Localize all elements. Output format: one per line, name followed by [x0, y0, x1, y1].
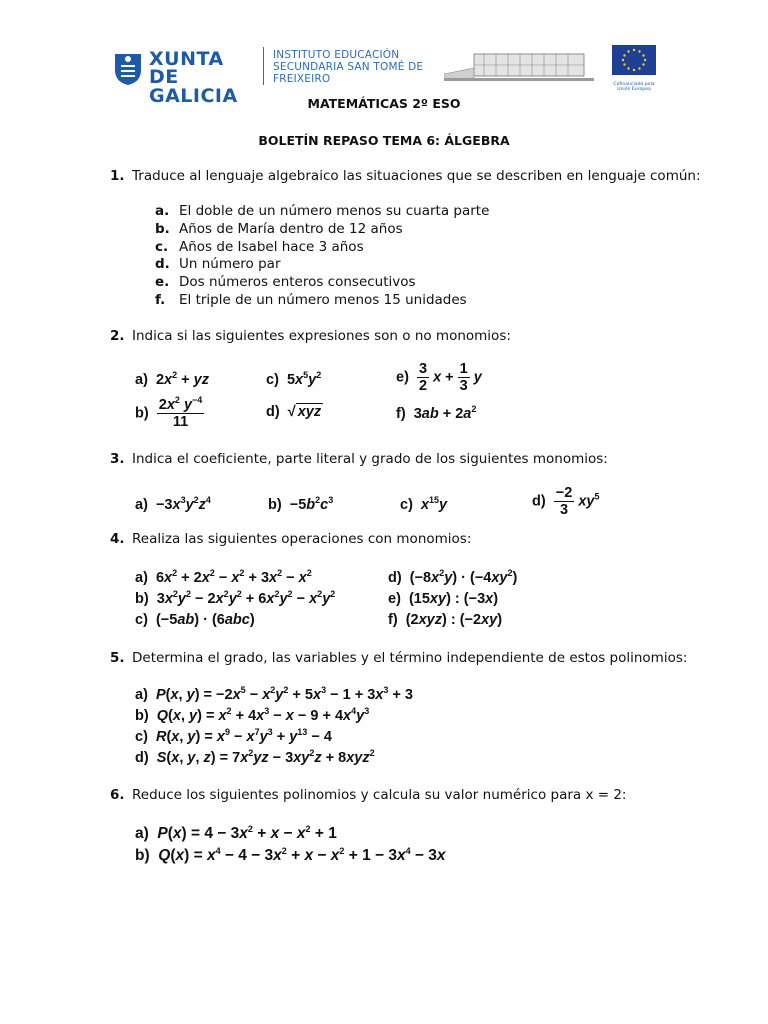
question-1-items [155, 203, 489, 310]
question-text: Indica si las siguientes expresiones son o no monomios: [132, 328, 511, 344]
math-expression: c) $5x^5y^2$ [266, 370, 322, 388]
math-expression: b) $3x^2y^2 - 2x^2y^2 + 6x^2y^2 - x^2y^2$ [135, 589, 336, 607]
question-4 [110, 531, 471, 547]
question-text: Determina el grado, las variables y el término independiente de estos polinomios: [132, 650, 688, 666]
math-expression: a) $2x^2$ + yz [135, 370, 209, 388]
xunta-line1: XUNTA [149, 48, 224, 70]
math-expression: a) P(x, $y) = -2x^5 - x^2y^2 + 5x^3 - 1 + 3x^3 + 3$ [135, 685, 413, 703]
question-number: 2. [110, 328, 125, 344]
question-number: 4. [110, 531, 125, 547]
eu-flag-icon [612, 45, 656, 77]
question-number: 1. [110, 168, 125, 184]
list-item: d. Un número par [155, 256, 281, 273]
list-item: b. Años de María dentro de 12 años [155, 220, 403, 237]
page-title: MATEMÁTICAS 2º ESO [307, 96, 461, 111]
question-number: 3. [110, 451, 125, 467]
school-name [273, 49, 423, 85]
page-subtitle: BOLETÍN REPASO TEMA 6: ÁLGEBRA [258, 133, 510, 148]
xunta-line2: DE GALICIA [149, 66, 238, 107]
school-line1: INSTITUTO EDUCACIÓN [273, 49, 400, 61]
question-text: Traduce al lenguaje algebraico las situaciones que se describen en lenguaje común: [132, 168, 701, 184]
math-expression: b) $Q(x) = x^4 - 4 - 3x^2 + x - x^2 + 1 - 3x^4 - 3x$ [135, 846, 446, 864]
question-3 [110, 451, 608, 467]
math-expression: c) R(x, $y) = x^9 - x^7y^3 + y^{13} - 4$ [135, 727, 332, 745]
math-expression: d) S(x, y, $z) = 7x^2yz - 3xy^2z + 8xyz^2$ [135, 748, 375, 766]
xunta-logo [113, 48, 258, 107]
question-2 [110, 328, 511, 344]
list-item: f. El triple de un número menos 15 unidades [155, 291, 467, 308]
math-expression: e) $\frac{3}{2}$ x + $\frac{1}{3}$ y [396, 361, 482, 394]
list-item: a. El doble de un número menos su cuarta parte [155, 203, 490, 219]
question-6 [110, 787, 626, 803]
eu-logo [612, 45, 656, 97]
question-text: Realiza las siguientes operaciones con monomios: [132, 531, 472, 547]
list-item: c. Años de Isabel hace 3 años [155, 238, 364, 255]
school-building-image [444, 48, 594, 84]
eu-line2: Unión Europea [617, 87, 651, 92]
eu-line1: Cofinanciado pola [613, 82, 655, 87]
question-number: 5. [110, 650, 125, 666]
math-expression: e) (15xy) : (−3x) [388, 591, 499, 607]
math-expression: f) (2xyz) : (−2xy) [388, 612, 503, 628]
math-expression: $a) -3x^3y^2z^4$ [135, 495, 211, 513]
math-expression: c) $x^{15}y$ [400, 495, 448, 513]
header-divider [263, 47, 264, 85]
math-expression: b) Q(x, $y) = x^2 + 4x^3 - x - 9 + 4x^4y^3$ [135, 706, 370, 724]
math-expression: d) √ xyz [266, 404, 322, 420]
galicia-shield-icon [113, 50, 143, 86]
math-expression: d) $(-8x^2y) \cdot (-4xy^2)$ [388, 568, 518, 586]
question-text: Reduce los siguientes polinomios y calcula su valor numérico para x = 2: [132, 787, 627, 803]
question-number: 6. [110, 787, 125, 803]
math-expression: d) $\frac{-2}{3}$ $xy^5$ [532, 485, 600, 518]
math-expression: a) $6x^2 + 2x^2 - x^2 + 3x^2 - x^2$ [135, 568, 312, 586]
list-item: e. Dos números enteros consecutivos [155, 274, 416, 291]
math-expression: b) $\frac{2x^2 y^{-4}}{11}$ [135, 395, 203, 430]
math-expression: c) (−5ab) · (6abc) [135, 612, 255, 628]
question-1 [110, 168, 701, 184]
school-line3: FREIXEIRO [273, 73, 331, 85]
math-expression: $b) -5b^2c^3$ [268, 495, 334, 513]
question-text: Indica el coeficiente, parte literal y grado de los siguientes monomios: [132, 451, 608, 467]
math-expression: a) $P(x) = 4 - 3x^2 + x - x^2 + 1$ [135, 824, 337, 842]
question-5 [110, 650, 687, 666]
math-expression: f) $3ab + 2a^2$ [396, 404, 477, 422]
school-line2: SECUNDARIA SAN TOMÉ DE [273, 61, 424, 73]
